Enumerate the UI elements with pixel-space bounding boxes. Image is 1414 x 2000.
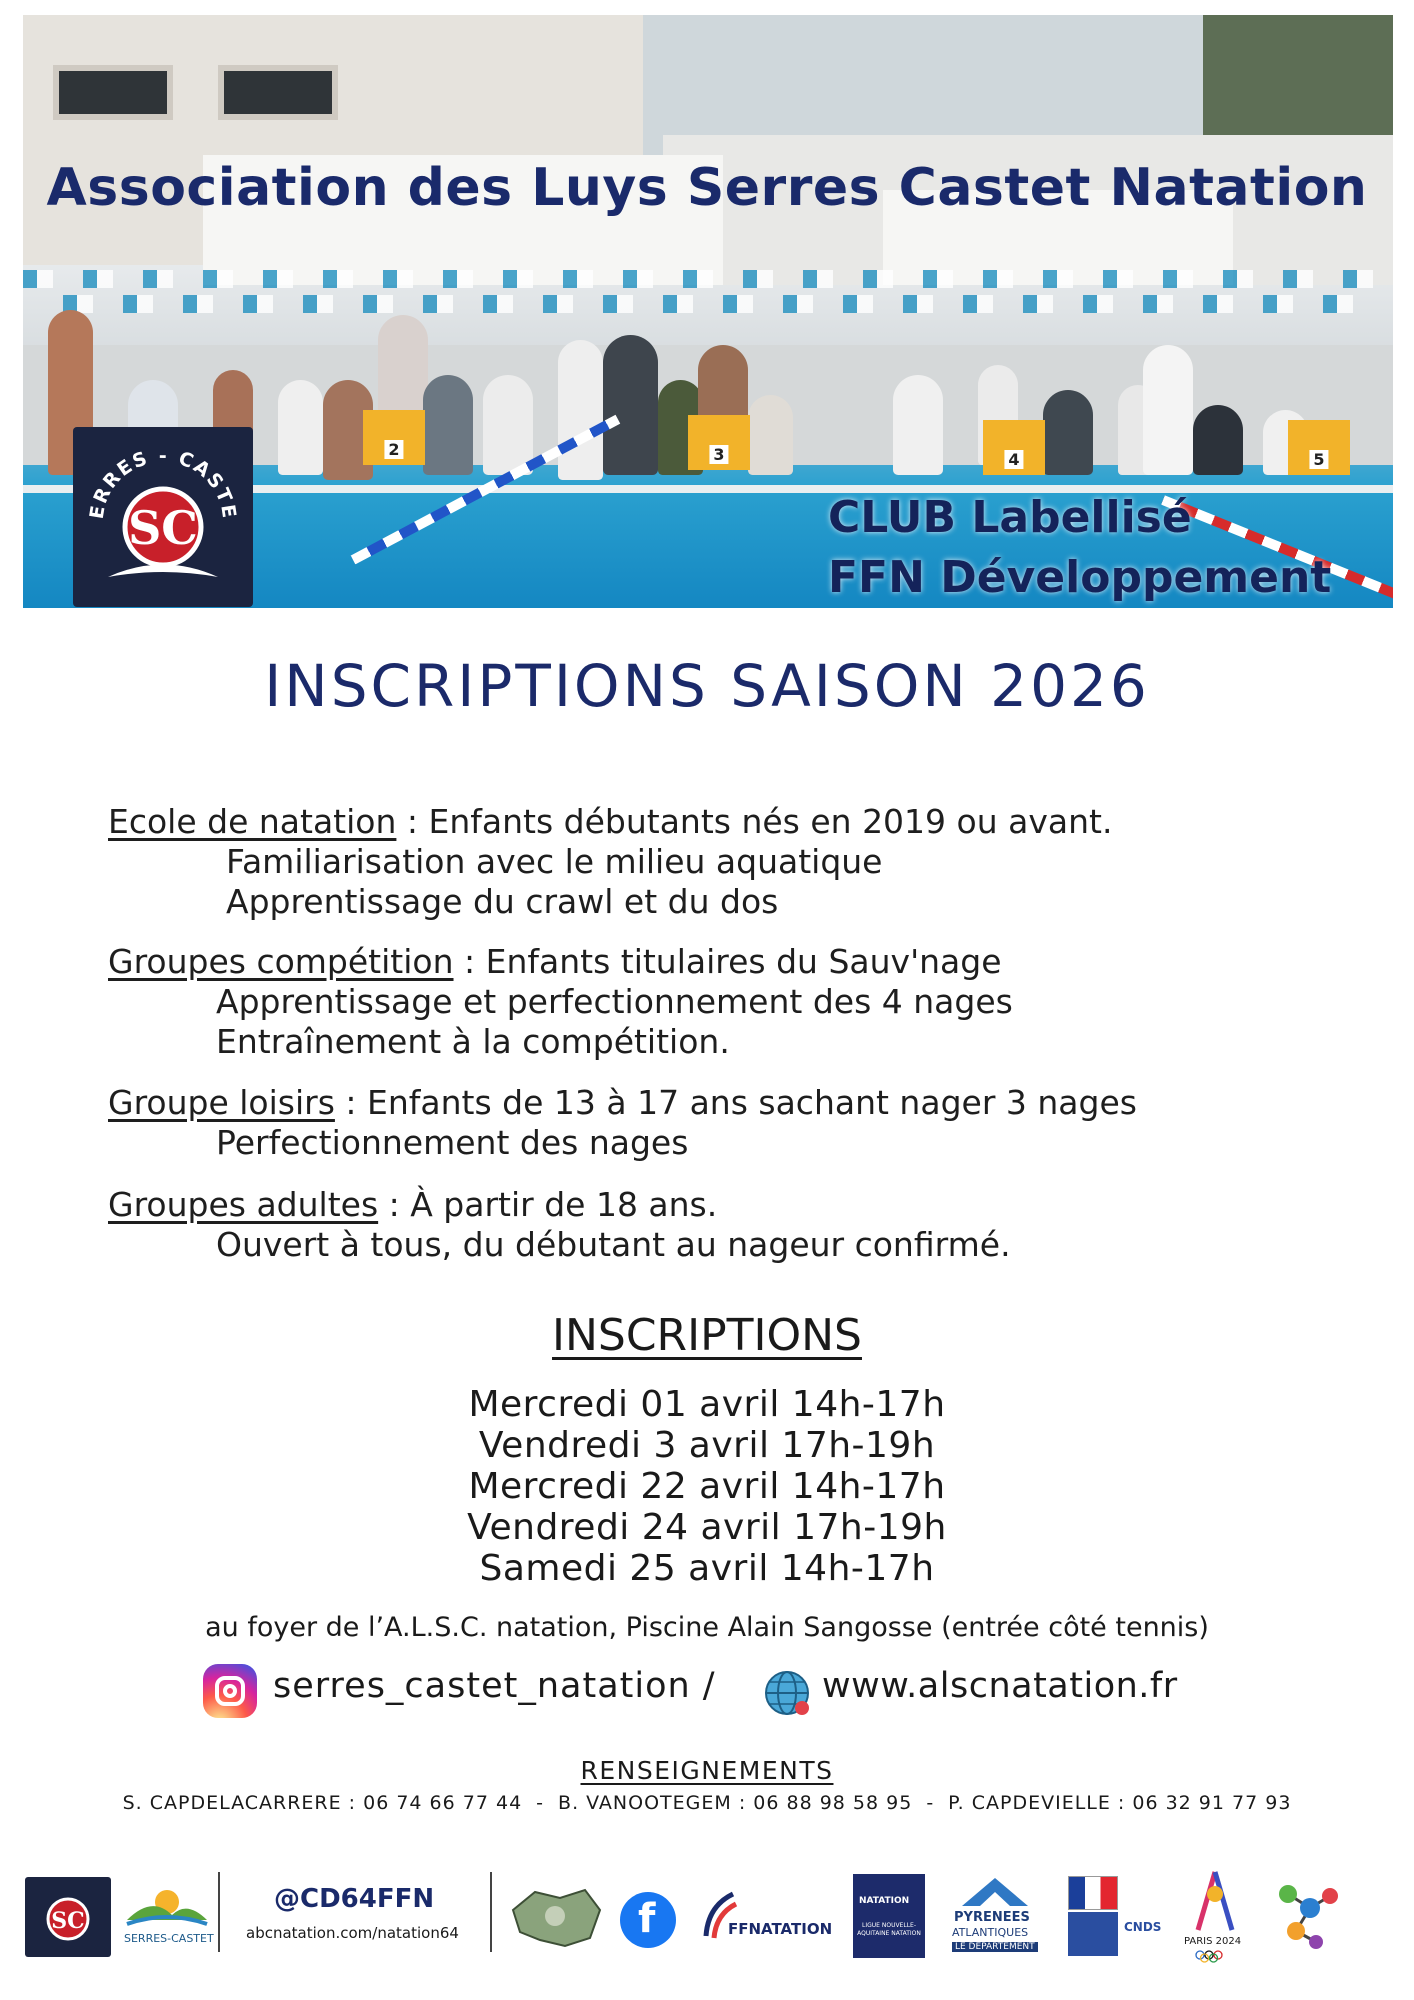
globe-icon[interactable] bbox=[762, 1668, 812, 1718]
date-line: Vendredi 3 avril 17h-19h bbox=[478, 1425, 936, 1466]
map-64-logo bbox=[505, 1880, 605, 1955]
group-line: Familiarisation avec le milieu aquatique bbox=[226, 842, 883, 881]
starting-block: 3 bbox=[688, 415, 750, 470]
separator: - bbox=[536, 1792, 545, 1814]
cd64-logo: @CD64FFN abcnatation.com/natation64 bbox=[246, 1884, 459, 1942]
instagram-handle[interactable]: serres_castet_natation / bbox=[273, 1666, 716, 1706]
date-line: Mercredi 01 avril 14h-17h bbox=[468, 1384, 946, 1425]
group-desc: : Enfants titulaires du Sauv'nage bbox=[453, 942, 1002, 981]
group-line: Apprentissage et perfectionnement des 4 nages bbox=[216, 982, 1013, 1021]
venue-text: au foyer de l’A.L.S.C. natation, Piscine Alain Sangosse (entrée côté tennis) bbox=[205, 1612, 1209, 1643]
group-name: Groupes compétition bbox=[108, 942, 454, 981]
ffn-logo: FFNATATION bbox=[698, 1886, 833, 1951]
website-link[interactable]: www.alscnatation.fr bbox=[822, 1666, 1178, 1706]
association-title: Association des Luys Serres Castet Natation bbox=[46, 158, 1368, 218]
group-desc: : Enfants débutants nés en 2019 ou avant. bbox=[396, 802, 1113, 841]
person bbox=[748, 395, 793, 475]
pyrenees-atlantiques-logo: PYRENEES ATLANTIQUES LE DÉPARTEMENT bbox=[950, 1874, 1040, 1959]
svg-text:SERRES - CASTET: ERRES - CASTE bbox=[85, 444, 241, 522]
divider bbox=[218, 1872, 220, 1952]
group-ecole-de-natation bbox=[108, 802, 1112, 922]
divider bbox=[490, 1872, 492, 1952]
renseignements-title: RENSEIGNEMENTS bbox=[580, 1756, 834, 1785]
group-line: Entraînement à la compétition. bbox=[216, 1022, 730, 1061]
contact-item: B. VANOOTEGEM : 06 88 98 58 95 bbox=[558, 1792, 913, 1814]
window bbox=[53, 65, 173, 120]
flag-row bbox=[23, 270, 1393, 288]
ministry-block bbox=[1068, 1912, 1118, 1956]
date-line: Mercredi 22 avril 14h-17h bbox=[468, 1466, 946, 1507]
group-desc: : À partir de 18 ans. bbox=[378, 1185, 718, 1224]
group-line: Ouvert à tous, du débutant au nageur confirmé. bbox=[216, 1225, 1011, 1264]
facebook-icon[interactable]: f bbox=[620, 1892, 676, 1948]
group-loisirs bbox=[108, 1083, 1137, 1163]
group-adultes bbox=[108, 1185, 1011, 1265]
paris-2024-logo: PARIS 2024 bbox=[1180, 1870, 1250, 1962]
building-right bbox=[643, 15, 1203, 155]
starting-block: 4 bbox=[983, 420, 1045, 475]
club-label-line1: CLUB Labellisé bbox=[828, 492, 1192, 543]
group-line: Apprentissage du crawl et du dos bbox=[226, 882, 779, 921]
cnds-logo: CNDS bbox=[1068, 1876, 1158, 1958]
trees bbox=[1203, 15, 1393, 155]
republique-francaise-icon bbox=[1068, 1876, 1118, 1910]
club-logo bbox=[73, 427, 253, 607]
social-links bbox=[0, 1660, 1414, 1720]
separator: - bbox=[926, 1792, 935, 1814]
person bbox=[483, 375, 533, 475]
starting-block: 5 bbox=[1288, 420, 1350, 475]
contacts-line bbox=[0, 1792, 1414, 1814]
group-name: Groupes adultes bbox=[108, 1185, 379, 1224]
molecule-logo bbox=[1268, 1876, 1348, 1961]
svg-text:SC: SC bbox=[128, 501, 198, 555]
ligue-nouvelle-aquitaine-logo: NATATION LIGUE NOUVELLE-AQUITAINE NATATION bbox=[853, 1874, 925, 1958]
person bbox=[1143, 345, 1193, 475]
serres-castet-logo: SERRES-CASTET bbox=[122, 1880, 212, 1955]
person bbox=[278, 380, 323, 475]
instagram-icon[interactable] bbox=[203, 1664, 257, 1718]
person bbox=[423, 375, 473, 475]
club-label-line2: FFN Développement bbox=[828, 552, 1332, 603]
group-desc: : Enfants de 13 à 17 ans sachant nager 3 nages bbox=[334, 1083, 1137, 1122]
person bbox=[558, 340, 603, 480]
club-logo-small bbox=[25, 1877, 111, 1957]
date-line: Samedi 25 avril 14h-17h bbox=[479, 1548, 935, 1589]
group-line: Perfectionnement des nages bbox=[216, 1123, 689, 1162]
group-name: Groupe loisirs bbox=[108, 1083, 335, 1122]
inscription-dates bbox=[0, 1384, 1414, 1589]
person bbox=[1193, 405, 1243, 475]
inscriptions-title: INSCRIPTIONS bbox=[552, 1310, 862, 1361]
window bbox=[218, 65, 338, 120]
svg-text:SC: SC bbox=[51, 1908, 85, 1934]
club-logo-icon bbox=[73, 427, 253, 607]
group-name: Ecole de natation bbox=[108, 802, 397, 841]
flag-row bbox=[63, 295, 1383, 313]
person bbox=[1043, 390, 1093, 475]
contact-item: P. CAPDEVIELLE : 06 32 91 77 93 bbox=[948, 1792, 1292, 1814]
group-competition bbox=[108, 942, 1013, 1062]
page-title: INSCRIPTIONS SAISON 2026 bbox=[264, 652, 1150, 720]
date-line: Vendredi 24 avril 17h-19h bbox=[467, 1507, 947, 1548]
starting-block: 2 bbox=[363, 410, 425, 465]
olympic-rings-icon bbox=[1194, 1949, 1234, 1963]
contact-item: S. CAPDELACARRERE : 06 74 66 77 44 bbox=[122, 1792, 523, 1814]
person bbox=[893, 375, 943, 475]
partner-logos bbox=[0, 1862, 1414, 1972]
person bbox=[378, 315, 428, 425]
person bbox=[603, 335, 658, 475]
club-label bbox=[828, 488, 1331, 608]
